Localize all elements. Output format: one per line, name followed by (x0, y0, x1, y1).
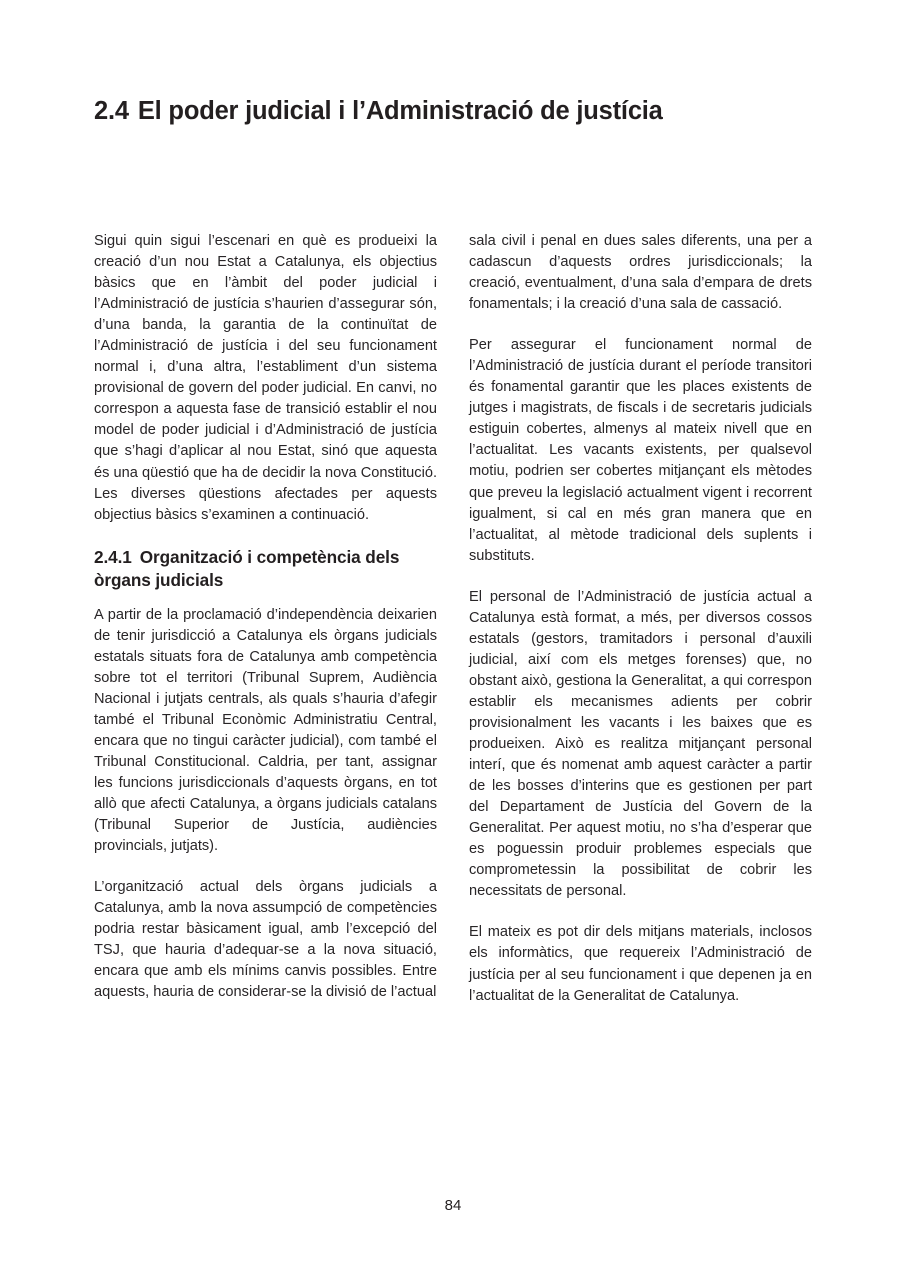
right-column (469, 231, 812, 1007)
section-number: 2.4 (94, 97, 129, 126)
paragraph: Sigui quin sigui l’escenari en què es produeixi la creació d’un nou Estat a Catalunya, els objectius bàsics que en l’àmbit del poder judicial i l’Administració de justícia s’haurien d’assegurar són, d’una banda, la garantia de la continuïtat de l’Administració de justícia i del seu funcionament normal i, d’una altra, l’establiment d’un sistema provisional de govern del poder judicial. En canvi, no correspon a aquesta fase de transició establir el nou model de poder judicial i d’Administració de justícia que s’hagi d’aplicar al nou Estat, sinó que aquesta és una qüestió que ha de decidir la nova Constitució. Les diverses qüestions afectades per aquests objectius bàsics s’examinen a continuació. (94, 233, 437, 523)
left-column (94, 231, 437, 1004)
subsection-heading (94, 546, 437, 592)
page-number: 84 (444, 1197, 462, 1214)
section-title: El poder judicial i l’Administració de justícia (137, 97, 663, 126)
paragraph: Per assegurar el funcionament normal de l’Administració de justícia durant el període transitori és fonamental garantir que les places existents de jutges i magistrats, de fiscals i de secretaris judicials estiguin cobertes, almenys al mateix nivell que en l’actualitat. Les vacants existents, per qualsevol motiu, podrien ser cobertes mitjançant els mètodes que preveu la legislació actualment vigent i recorrent igualment, si cal en més gran manera que en l’actualitat, al mètode tradicional dels suplents i substituts. (469, 337, 812, 564)
two-column-body (94, 231, 812, 1181)
section-heading (94, 95, 734, 128)
paragraph: sala civil i penal en dues sales diferents, una per a cadascun d’aquests ordres jurisdiccionals; la creació, eventualment, d’una sala d’empara de drets fonamentals; i la creació d’una sala de cassació. (469, 233, 812, 313)
paragraph: El personal de l’Administració de justícia actual a Catalunya està format, a més, per diversos cossos estatals (gestors, tramitadors i personal d’auxili judicial, així com els metges forenses) que, no obstant això, gestiona la Generalitat, a qui correspon establir els mecanismes adients per cobrir provisionalment les vacants i les baixes que es produeixen. Això es realitza mitjançant personal interí, que és nomenat amb aquest caràcter a partir de les bosses d’interins que es gestionen per part del Departament de Justícia del Govern de la Generalitat. Per aquest motiu, no s’ha d’esperar que es poguessin produir problemes especials que comprometessin la possibilitat de cobrir les necessitats de personal. (469, 588, 812, 900)
subsection-title: Organització i competència dels òrgans judicials (94, 546, 400, 590)
paragraph: El mateix es pot dir dels mitjans materials, inclosos els informàtics, que requereix l’Administració de justícia per al seu funcionament i que depenen ja en l’actualitat de la Generalitat de Catalunya. (469, 924, 812, 1004)
paragraph: A partir de la proclamació d’independència deixarien de tenir jurisdicció a Catalunya els òrgans judicials estatals situats fora de Catalunya amb competència sobre tot el territori (Tribunal Suprem, Audiència Nacional i jutjats centrals, als quals s’hauria d’afegir també el Tribunal Econòmic Administratiu Central, encara que no tingui caràcter judicial), com també el Tribunal Constitucional. Caldria, per tant, assignar les funcions jurisdiccionals d’aquests òrgans, en tot allò que afecti Catalunya, a òrgans judicials catalans (Tribunal Superior de Justícia, audiències provincials, jutjats). (94, 606, 437, 855)
paragraph: L’organització actual dels òrgans judicials a Catalunya, amb la nova assumpció de competències podria restar bàsicament igual, amb l’excepció del TSJ, que hauria d’adequar-se a la nova situació, encara que amb els mínims canvis possibles. Entre aquests, hauria de considerar-se la divisió de l’actual (94, 879, 437, 1001)
subsection-number: 2.4.1 (94, 546, 132, 567)
